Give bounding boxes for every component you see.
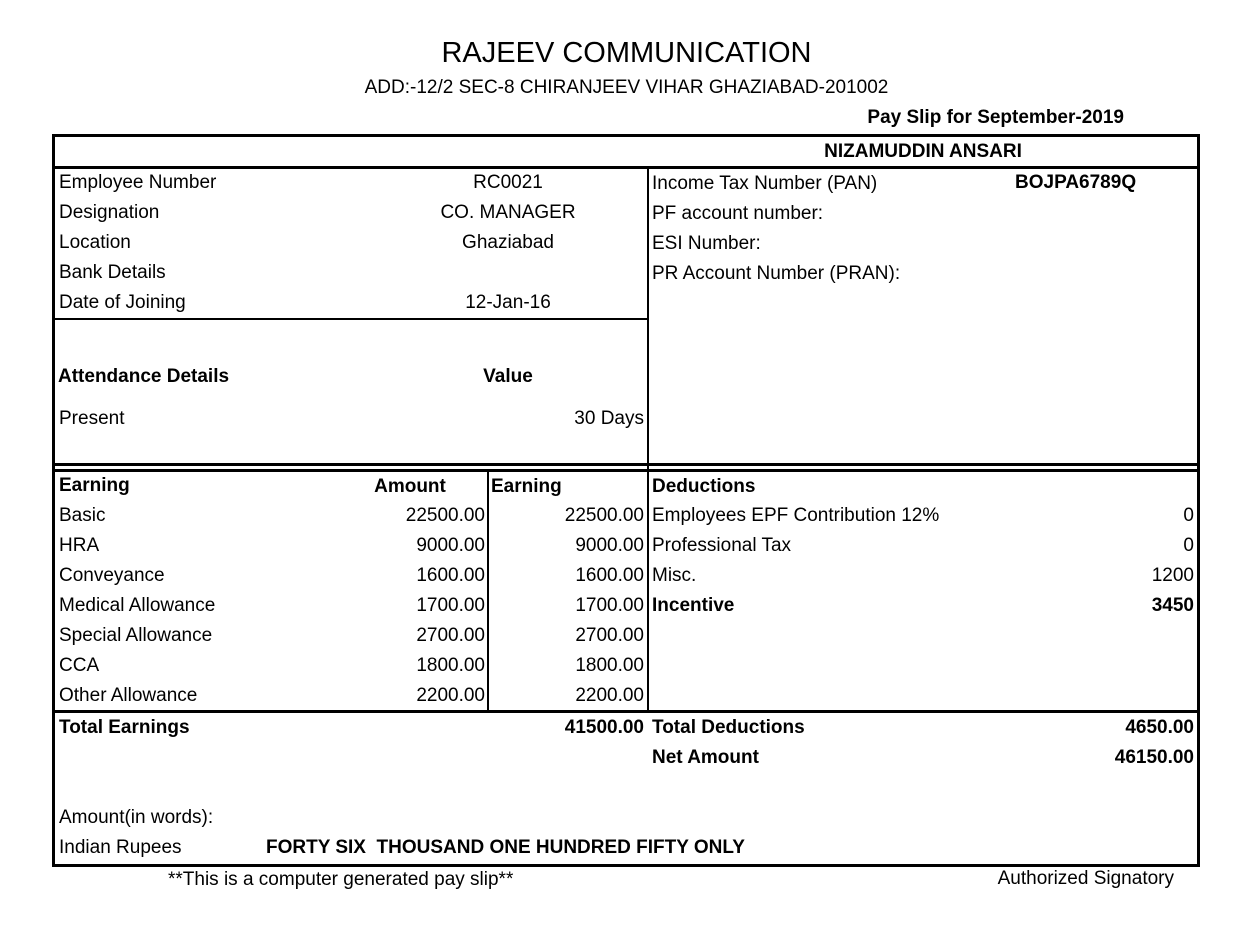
divider-name-bottom <box>52 166 1200 169</box>
attendance-label: Present <box>59 408 125 429</box>
deduction-name: Misc. <box>652 565 697 586</box>
detail-value: 12-Jan-16 <box>465 292 551 313</box>
detail-label: Location <box>59 232 131 253</box>
tax-label: PF account number: <box>652 203 824 224</box>
earning-earned: 1600.00 <box>575 565 644 586</box>
deduction-name: Employees EPF Contribution 12% <box>652 505 940 526</box>
detail-value: Ghaziabad <box>462 232 554 253</box>
amount-words-value: FORTY SIX THOUSAND ONE HUNDRED FIFTY ONLY <box>266 837 745 858</box>
authorized-signatory: Authorized Signatory <box>997 868 1174 889</box>
earning-earned: 1800.00 <box>575 655 644 676</box>
earning-header: Earning <box>59 475 130 496</box>
total-deductions-value: 4650.00 <box>1125 717 1194 738</box>
payslip-border <box>52 134 1200 867</box>
company-address: ADD:-12/2 SEC-8 CHIRANJEEV VIHAR GHAZIABAD-201002 <box>364 77 889 98</box>
earning-name: HRA <box>59 535 100 556</box>
pan-value: BOJPA6789Q <box>1015 172 1137 193</box>
attendance-header-label: Attendance Details <box>58 366 230 387</box>
detail-label: Designation <box>59 202 160 223</box>
divider-totals-top <box>52 710 1200 713</box>
earning-amount: 22500.00 <box>405 505 485 526</box>
earning-name: Medical Allowance <box>59 595 216 616</box>
earning-name: Basic <box>59 505 106 526</box>
divider-vertical-main <box>647 167 649 711</box>
net-amount-value: 46150.00 <box>1114 747 1194 768</box>
divider-details-bottom <box>55 318 647 320</box>
footer-note: **This is a computer generated pay slip** <box>168 869 514 890</box>
detail-label: Employee Number <box>59 172 217 193</box>
earning2-header: Earning <box>491 476 562 497</box>
attendance-value: 30 Days <box>574 408 644 429</box>
deduction-name: Professional Tax <box>652 535 792 556</box>
divider-section-bottom <box>52 469 1200 472</box>
employee-name: NIZAMUDDIN ANSARI <box>824 141 1022 162</box>
earning-earned: 2200.00 <box>575 685 644 706</box>
detail-value: CO. MANAGER <box>440 202 576 223</box>
earning-earned: 22500.00 <box>564 505 644 526</box>
total-deductions-label: Total Deductions <box>652 717 805 738</box>
earning-amount: 1600.00 <box>416 565 485 586</box>
earning-amount: 9000.00 <box>416 535 485 556</box>
deduction-value: 0 <box>1183 505 1194 526</box>
earning-amount: 1700.00 <box>416 595 485 616</box>
earning-amount: 1800.00 <box>416 655 485 676</box>
earning-name: Other Allowance <box>59 685 198 706</box>
deduction-value: 1200 <box>1151 565 1194 586</box>
earning-name: Special Allowance <box>59 625 213 646</box>
detail-label: Date of Joining <box>59 292 186 313</box>
attendance-header-value: Value <box>483 366 533 387</box>
total-earnings-label: Total Earnings <box>59 717 190 738</box>
company-name: RAJEEV COMMUNICATION <box>441 37 812 69</box>
divider-section-top <box>52 463 1200 466</box>
divider-vertical-earning <box>487 471 489 711</box>
amount-words-currency: Indian Rupees <box>59 837 182 858</box>
detail-value: RC0021 <box>473 172 543 193</box>
deduction-value: 0 <box>1183 535 1194 556</box>
earning-earned: 1700.00 <box>575 595 644 616</box>
earning-name: Conveyance <box>59 565 165 586</box>
deduction-value: 3450 <box>1151 595 1194 616</box>
deductions-header: Deductions <box>652 476 756 497</box>
tax-label: PR Account Number (PRAN): <box>652 263 901 284</box>
deduction-name: Incentive <box>652 595 735 616</box>
tax-label: Income Tax Number (PAN) <box>652 173 878 194</box>
amount-header: Amount <box>374 476 446 497</box>
amount-words-label: Amount(in words): <box>59 807 214 828</box>
earning-amount: 2700.00 <box>416 625 485 646</box>
tax-label: ESI Number: <box>652 233 761 254</box>
net-amount-label: Net Amount <box>652 747 759 768</box>
slip-title: Pay Slip for September-2019 <box>867 107 1124 128</box>
total-earnings-value: 41500.00 <box>564 717 644 738</box>
earning-earned: 2700.00 <box>575 625 644 646</box>
detail-label: Bank Details <box>59 262 166 283</box>
earning-amount: 2200.00 <box>416 685 485 706</box>
earning-name: CCA <box>59 655 100 676</box>
earning-earned: 9000.00 <box>575 535 644 556</box>
